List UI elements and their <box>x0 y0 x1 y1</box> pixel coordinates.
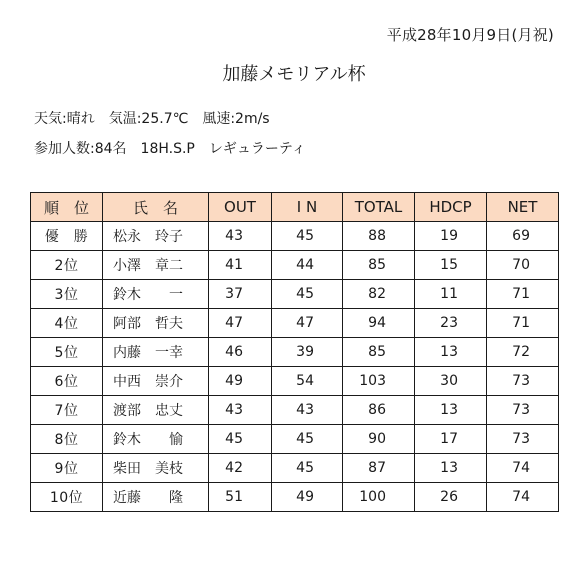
cell-hdcp: 13 <box>415 338 487 367</box>
table-row <box>31 338 559 367</box>
cell-out: 43 <box>209 222 272 251</box>
cell-net: 71 <box>487 309 559 338</box>
cell-name: 渡部 忠丈 <box>103 396 209 425</box>
cell-total: 87 <box>343 454 415 483</box>
cell-in: 45 <box>272 222 343 251</box>
cell-out: 42 <box>209 454 272 483</box>
cell-name: 松永 玲子 <box>103 222 209 251</box>
cell-out: 51 <box>209 483 272 512</box>
header-rank: 順 位 <box>31 193 103 222</box>
table-header-row <box>31 193 559 222</box>
cell-name: 小澤 章二 <box>103 251 209 280</box>
cell-net: 70 <box>487 251 559 280</box>
table-row <box>31 454 559 483</box>
cell-out: 47 <box>209 309 272 338</box>
cell-rank: 10位 <box>31 483 103 512</box>
header-in: I N <box>272 193 343 222</box>
cell-name: 阿部 哲夫 <box>103 309 209 338</box>
cell-net: 69 <box>487 222 559 251</box>
cell-hdcp: 15 <box>415 251 487 280</box>
header-net: NET <box>487 193 559 222</box>
table-row <box>31 483 559 512</box>
cell-in: 39 <box>272 338 343 367</box>
header-name: 氏 名 <box>103 193 209 222</box>
cell-hdcp: 30 <box>415 367 487 396</box>
cell-in: 45 <box>272 280 343 309</box>
cell-out: 46 <box>209 338 272 367</box>
cell-rank: 4位 <box>31 309 103 338</box>
cell-in: 47 <box>272 309 343 338</box>
cell-total: 90 <box>343 425 415 454</box>
cell-in: 49 <box>272 483 343 512</box>
cell-rank: 7位 <box>31 396 103 425</box>
cell-rank: 9位 <box>31 454 103 483</box>
cell-total: 82 <box>343 280 415 309</box>
cell-net: 71 <box>487 280 559 309</box>
cell-net: 74 <box>487 483 559 512</box>
cell-net: 73 <box>487 396 559 425</box>
cell-name: 鈴木 愉 <box>103 425 209 454</box>
header-out: OUT <box>209 193 272 222</box>
cell-rank: 2位 <box>31 251 103 280</box>
participants-info: 参加人数:84名 18H.S.P レギュラーティ <box>34 141 306 157</box>
header-total: TOTAL <box>343 193 415 222</box>
cell-name: 鈴木 一 <box>103 280 209 309</box>
table-row <box>31 222 559 251</box>
cell-hdcp: 11 <box>415 280 487 309</box>
cell-total: 85 <box>343 338 415 367</box>
table-row <box>31 309 559 338</box>
cell-total: 94 <box>343 309 415 338</box>
page-title: 加藤メモリアル杯 <box>222 64 366 85</box>
cell-in: 43 <box>272 396 343 425</box>
cell-net: 73 <box>487 367 559 396</box>
cell-name: 柴田 美枝 <box>103 454 209 483</box>
cell-out: 41 <box>209 251 272 280</box>
cell-name: 内藤 一幸 <box>103 338 209 367</box>
cell-net: 73 <box>487 425 559 454</box>
cell-rank: 3位 <box>31 280 103 309</box>
cell-out: 49 <box>209 367 272 396</box>
cell-total: 88 <box>343 222 415 251</box>
cell-hdcp: 19 <box>415 222 487 251</box>
cell-hdcp: 13 <box>415 396 487 425</box>
table-row <box>31 367 559 396</box>
cell-in: 45 <box>272 454 343 483</box>
cell-hdcp: 17 <box>415 425 487 454</box>
cell-rank: 6位 <box>31 367 103 396</box>
cell-out: 43 <box>209 396 272 425</box>
cell-in: 44 <box>272 251 343 280</box>
results-table <box>30 192 559 512</box>
cell-net: 74 <box>487 454 559 483</box>
event-date: 平成28年10月9日(月祝) <box>386 26 554 44</box>
cell-rank: 5位 <box>31 338 103 367</box>
table-row <box>31 280 559 309</box>
cell-hdcp: 26 <box>415 483 487 512</box>
cell-hdcp: 23 <box>415 309 487 338</box>
cell-total: 86 <box>343 396 415 425</box>
cell-total: 100 <box>343 483 415 512</box>
weather-info: 天気:晴れ 気温:25.7℃ 風速:2m/s <box>34 111 270 127</box>
table-row <box>31 425 559 454</box>
cell-hdcp: 13 <box>415 454 487 483</box>
cell-total: 103 <box>343 367 415 396</box>
cell-out: 37 <box>209 280 272 309</box>
cell-in: 54 <box>272 367 343 396</box>
header-hdcp: HDCP <box>415 193 487 222</box>
cell-name: 中西 崇介 <box>103 367 209 396</box>
cell-rank: 優 勝 <box>31 222 103 251</box>
cell-total: 85 <box>343 251 415 280</box>
cell-rank: 8位 <box>31 425 103 454</box>
cell-net: 72 <box>487 338 559 367</box>
cell-name: 近藤 隆 <box>103 483 209 512</box>
table-row <box>31 396 559 425</box>
cell-out: 45 <box>209 425 272 454</box>
table-row <box>31 251 559 280</box>
cell-in: 45 <box>272 425 343 454</box>
